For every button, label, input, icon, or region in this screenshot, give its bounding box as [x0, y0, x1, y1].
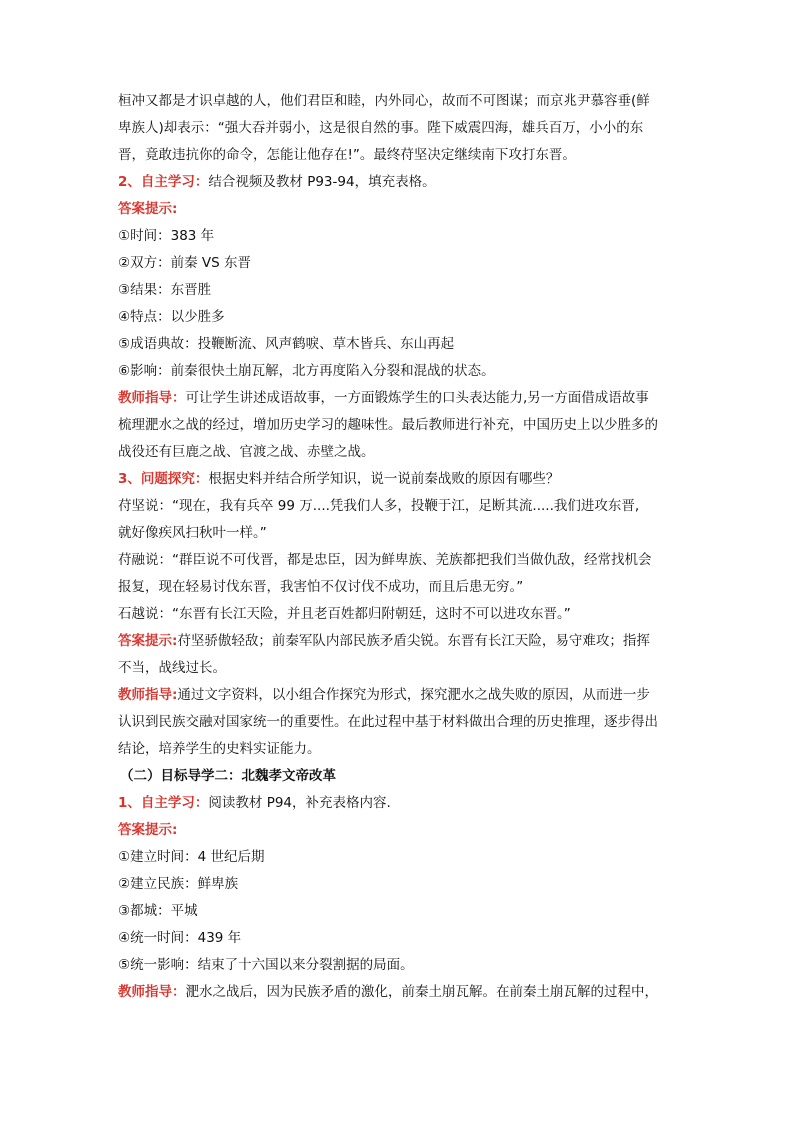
section-heading: （二）目标导学二：北魏孝文帝改革: [120, 768, 336, 784]
body-text: 通过文字资料，以小组合作探究为形式，探究淝水之战失败的原因，从而进一步: [177, 687, 650, 703]
body-text: 卑族人)却表示：“强大吞并弱小，这是很自然的事。陛下威震四海，雄兵百万，小小的东: [118, 120, 644, 136]
body-text: ⑤成语典故：投鞭断流、风声鹤唳、草木皆兵、东山再起: [118, 336, 455, 352]
body-text: ③结果：东晋胜: [118, 282, 212, 298]
body-text: 淝水之战后，因为民族矛盾的激化，前秦土崩瓦解。在前秦土崩瓦解的过程中，: [185, 984, 658, 1000]
body-text: 梳理淝水之战的经过，增加历史学习的趣味性。最后教师进行补充，中国历史上以少胜多的: [118, 417, 658, 433]
text-line: [118, 631, 650, 651]
text-line: [118, 334, 454, 354]
body-text: 桓冲又都是才识卓越的人，他们君臣和睦，内外同心，故而不可图谋；而京兆尹慕容垂(鲜: [118, 93, 650, 109]
body-text: 结合视频及教材 P93-94，填充表格。: [208, 174, 436, 190]
text-line: [118, 847, 264, 867]
body-text: 石越说：“东晋有长江天险，并且老百姓都归附朝廷，这时不可以进攻东晋。”: [118, 606, 571, 622]
body-text: ④特点：以少胜多: [118, 309, 225, 325]
text-line: [118, 442, 375, 462]
body-text: 战役还有巨鹿之战、官渡之战、赤壁之战。: [118, 444, 375, 460]
text-line: [118, 226, 214, 246]
text-line: [118, 469, 559, 489]
text-line: [118, 91, 650, 111]
body-text: 就好像疾风扫秋叶一样。”: [118, 525, 267, 541]
body-text: ⑤统一影响：结束了十六国以来分裂割据的局面。: [118, 957, 414, 973]
text-line: [118, 928, 241, 948]
text-line: [118, 253, 251, 273]
body-text: 可让学生讲述成语故事，一方面锻炼学生的口头表达能力,另一方面借成语故事: [185, 390, 649, 406]
body-text: ③都城：平城: [118, 903, 198, 919]
body-text: ②建立民族：鲜卑族: [118, 876, 239, 892]
text-line: [118, 145, 576, 165]
body-text: 苻坚骄傲轻敌；前秦军队内部民族矛盾尖锐。东晋有长江天险，易守难攻；指挥: [177, 633, 650, 649]
text-line: [118, 793, 391, 813]
text-line: [118, 199, 177, 219]
text-line: [118, 901, 198, 921]
text-line: [118, 307, 225, 327]
text-line: [118, 820, 177, 840]
highlight-label: 教师指导：: [118, 984, 186, 1000]
body-text: ④统一时间：439 年: [118, 930, 242, 946]
text-line: [118, 172, 436, 192]
text-line: [118, 604, 571, 624]
body-text: ⑥影响：前秦很快土崩瓦解，北方再度陷入分裂和混战的状态。: [118, 363, 495, 379]
text-line: [118, 955, 414, 975]
text-line: [118, 523, 267, 543]
highlight-label: 答案提示:: [118, 633, 178, 649]
text-line: [118, 874, 238, 894]
body-text: 苻坚说：“现在，我有兵卒 99 万....凭我们人多，投鞭于江，足断其流.....我们进攻东晋,: [118, 498, 640, 514]
highlight-label: 答案提示:: [118, 201, 178, 217]
text-line: [118, 658, 226, 678]
body-text: 苻融说：“群臣说不可伐晋，都是忠臣，因为鲜卑族、羌族都把我们当做仇敌，经常找机会: [118, 552, 652, 568]
text-line: [118, 712, 658, 732]
text-line: [118, 577, 523, 597]
body-text: 根据史料并结合所学知识，说一说前秦战败的原因有哪些？: [208, 471, 560, 487]
highlight-label: 3、问题探究：: [118, 471, 209, 487]
text-line: [118, 982, 658, 1002]
body-text: 阅读教材 P94，补充表格内容.: [208, 795, 391, 811]
body-text: 结论，培养学生的史料实证能力。: [118, 741, 321, 757]
body-text: ②双方：前秦 VS 东晋: [118, 255, 251, 271]
text-line: [118, 388, 649, 408]
body-text: 认识到民族交融对国家统一的重要性。在此过程中基于材料做出合理的历史推理，逐步得出: [118, 714, 658, 730]
body-text: ①时间：383 年: [118, 228, 215, 244]
text-line: [118, 280, 211, 300]
highlight-label: 答案提示:: [118, 822, 178, 838]
highlight-label: 教师指导:: [118, 687, 178, 703]
text-line: [120, 766, 336, 786]
text-line: [118, 415, 658, 435]
body-text: ①建立时间：4 世纪后期: [118, 849, 265, 865]
text-line: [118, 496, 639, 516]
text-line: [118, 361, 495, 381]
highlight-label: 2、自主学习：: [118, 174, 209, 190]
body-text: 不当，战线过长。: [118, 660, 226, 676]
text-line: [118, 550, 652, 570]
text-line: [118, 118, 643, 138]
text-line: [118, 685, 650, 705]
text-line: [118, 739, 321, 759]
body-text: 报复，现在轻易讨伐东晋，我害怕不仅讨伐不成功，而且后患无穷。”: [118, 579, 524, 595]
highlight-label: 教师指导：: [118, 390, 186, 406]
highlight-label: 1、自主学习：: [118, 795, 209, 811]
body-text: 晋，竟敢违抗你的命令，怎能让他存在!”。最终苻坚决定继续南下攻打东晋。: [118, 147, 576, 163]
